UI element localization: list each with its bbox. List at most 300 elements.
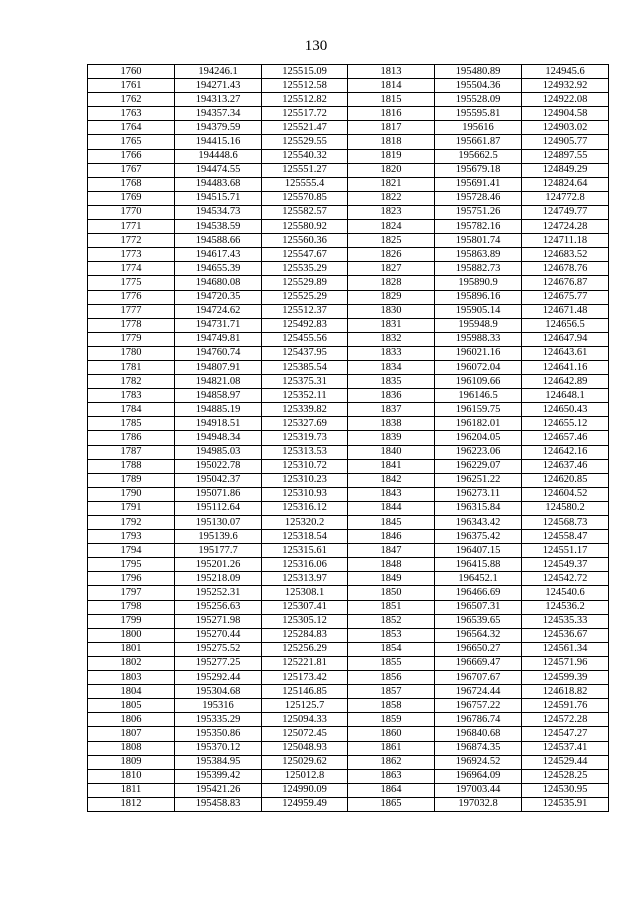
table-cell: 195905.14 (435, 304, 522, 318)
table-cell: 125327.69 (262, 417, 348, 431)
table-cell: 125352.11 (262, 389, 348, 403)
table-cell: 195896.16 (435, 290, 522, 304)
table-cell: 195728.46 (435, 191, 522, 205)
table-cell: 1801 (88, 642, 175, 656)
table-cell: 124904.58 (522, 107, 609, 121)
table-row (88, 445, 609, 459)
table-cell: 125339.82 (262, 403, 348, 417)
table-cell: 125012.8 (262, 769, 348, 783)
table-row (88, 389, 609, 403)
table-cell: 1843 (348, 487, 435, 501)
table-cell: 1786 (88, 431, 175, 445)
table-cell: 1841 (348, 459, 435, 473)
table-cell: 195948.9 (435, 318, 522, 332)
table-cell: 125173.42 (262, 671, 348, 685)
table-cell: 1863 (348, 769, 435, 783)
table-row (88, 473, 609, 487)
table-cell: 1812 (88, 797, 175, 811)
table-cell: 194807.91 (175, 360, 262, 374)
table-cell: 1839 (348, 431, 435, 445)
table-cell: 1772 (88, 234, 175, 248)
table-cell: 1791 (88, 501, 175, 515)
table-cell: 1800 (88, 628, 175, 642)
table-cell: 196375.42 (435, 530, 522, 544)
table-cell: 124618.82 (522, 685, 609, 699)
table-cell: 124650.43 (522, 403, 609, 417)
table-cell: 194448.6 (175, 149, 262, 163)
table-cell: 194415.16 (175, 135, 262, 149)
table-cell: 1850 (348, 586, 435, 600)
table-cell: 125256.29 (262, 642, 348, 656)
table-cell: 124549.37 (522, 558, 609, 572)
table-row (88, 656, 609, 670)
table-cell: 125540.32 (262, 149, 348, 163)
table-cell: 1857 (348, 685, 435, 699)
table-cell: 194821.08 (175, 375, 262, 389)
table-cell: 124537.41 (522, 741, 609, 755)
table-cell: 1784 (88, 403, 175, 417)
table-cell: 1855 (348, 656, 435, 670)
table-cell: 1778 (88, 318, 175, 332)
table-cell: 1787 (88, 445, 175, 459)
table-cell: 197032.8 (435, 797, 522, 811)
table-cell: 125305.12 (262, 614, 348, 628)
table-cell: 124604.52 (522, 487, 609, 501)
table-cell: 1763 (88, 107, 175, 121)
table-cell: 195370.12 (175, 741, 262, 755)
table-row (88, 628, 609, 642)
table-cell: 195988.33 (435, 332, 522, 346)
table-row (88, 797, 609, 811)
table-cell: 196669.47 (435, 656, 522, 670)
table-cell: 125512.58 (262, 79, 348, 93)
table-cell: 196109.66 (435, 375, 522, 389)
table-cell: 124772.8 (522, 191, 609, 205)
table-cell: 1852 (348, 614, 435, 628)
table-cell: 194760.74 (175, 346, 262, 360)
table-cell: 194858.97 (175, 389, 262, 403)
table-cell: 125313.53 (262, 445, 348, 459)
table-cell: 1785 (88, 417, 175, 431)
table-cell: 125517.72 (262, 107, 348, 121)
table-cell: 125094.33 (262, 713, 348, 727)
table-cell: 196452.1 (435, 572, 522, 586)
table-cell: 1807 (88, 727, 175, 741)
table-cell: 196204.05 (435, 431, 522, 445)
table-cell: 194538.59 (175, 220, 262, 234)
table-cell: 1809 (88, 755, 175, 769)
table-row (88, 276, 609, 290)
table-cell: 125570.85 (262, 191, 348, 205)
table-row (88, 685, 609, 699)
table-cell: 1766 (88, 149, 175, 163)
table-cell: 195458.83 (175, 797, 262, 811)
table-cell: 1858 (348, 699, 435, 713)
table-cell: 1859 (348, 713, 435, 727)
table-cell: 194515.71 (175, 191, 262, 205)
table-cell: 195661.87 (435, 135, 522, 149)
table-row (88, 65, 609, 79)
table-cell: 1770 (88, 205, 175, 219)
table-row (88, 360, 609, 374)
table-cell: 1846 (348, 530, 435, 544)
table-cell: 196223.06 (435, 445, 522, 459)
table-cell: 125547.67 (262, 248, 348, 262)
table-cell: 195271.98 (175, 614, 262, 628)
table-cell: 124676.87 (522, 276, 609, 290)
table-cell: 195201.26 (175, 558, 262, 572)
table-cell: 1838 (348, 417, 435, 431)
table-cell: 196924.52 (435, 755, 522, 769)
table-cell: 124641.16 (522, 360, 609, 374)
table-cell: 124530.95 (522, 783, 609, 797)
table-cell: 125515.09 (262, 65, 348, 79)
table-cell: 125316.12 (262, 501, 348, 515)
table-cell: 125492.83 (262, 318, 348, 332)
table-cell: 195022.78 (175, 459, 262, 473)
table-row (88, 375, 609, 389)
table-cell: 1825 (348, 234, 435, 248)
table-cell: 195277.25 (175, 656, 262, 670)
table-cell: 196343.42 (435, 516, 522, 530)
table-cell: 1827 (348, 262, 435, 276)
table-cell: 125048.93 (262, 741, 348, 755)
table-cell: 194918.51 (175, 417, 262, 431)
table-cell: 196840.68 (435, 727, 522, 741)
table-cell: 195801.74 (435, 234, 522, 248)
table-cell: 124637.46 (522, 459, 609, 473)
table-cell: 1837 (348, 403, 435, 417)
table-cell: 1834 (348, 360, 435, 374)
table-cell: 124990.09 (262, 783, 348, 797)
table-cell: 1817 (348, 121, 435, 135)
table-cell: 1854 (348, 642, 435, 656)
table-row (88, 318, 609, 332)
table-cell: 1815 (348, 93, 435, 107)
table-cell: 1774 (88, 262, 175, 276)
table-cell: 124749.77 (522, 205, 609, 219)
table-cell: 125125.7 (262, 699, 348, 713)
table-cell: 1762 (88, 93, 175, 107)
table-cell: 124561.34 (522, 642, 609, 656)
table-cell: 124655.12 (522, 417, 609, 431)
table-cell: 195304.68 (175, 685, 262, 699)
table-cell: 194948.34 (175, 431, 262, 445)
table-cell: 124959.49 (262, 797, 348, 811)
table-cell: 196146.5 (435, 389, 522, 403)
table-cell: 124647.94 (522, 332, 609, 346)
table-row (88, 614, 609, 628)
table-cell: 125307.41 (262, 600, 348, 614)
table-cell: 1776 (88, 290, 175, 304)
table-cell: 125319.73 (262, 431, 348, 445)
table-cell: 125315.61 (262, 544, 348, 558)
table-cell: 1833 (348, 346, 435, 360)
table-cell: 195316 (175, 699, 262, 713)
table-cell: 1851 (348, 600, 435, 614)
table-cell: 1761 (88, 79, 175, 93)
table-cell: 195882.73 (435, 262, 522, 276)
table-cell: 196407.15 (435, 544, 522, 558)
table-cell: 125318.54 (262, 530, 348, 544)
table-cell: 1835 (348, 375, 435, 389)
table-cell: 124536.2 (522, 600, 609, 614)
table-cell: 194655.39 (175, 262, 262, 276)
table-cell: 1788 (88, 459, 175, 473)
table-cell: 124657.46 (522, 431, 609, 445)
table-cell: 195275.52 (175, 642, 262, 656)
table-row (88, 487, 609, 501)
table-cell: 1767 (88, 163, 175, 177)
table-cell: 125375.31 (262, 375, 348, 389)
table-cell: 1779 (88, 332, 175, 346)
table-cell: 124897.55 (522, 149, 609, 163)
table-cell: 196724.44 (435, 685, 522, 699)
table-cell: 1806 (88, 713, 175, 727)
table-cell: 125385.54 (262, 360, 348, 374)
table-cell: 195139.6 (175, 530, 262, 544)
table-cell: 1811 (88, 783, 175, 797)
table-cell: 124945.6 (522, 65, 609, 79)
table-cell: 125029.62 (262, 755, 348, 769)
table-cell: 195751.26 (435, 205, 522, 219)
table-cell: 1804 (88, 685, 175, 699)
table-cell: 1847 (348, 544, 435, 558)
table-cell: 195071.86 (175, 487, 262, 501)
table-cell: 194985.03 (175, 445, 262, 459)
table-cell: 195335.29 (175, 713, 262, 727)
table-cell: 124824.64 (522, 177, 609, 191)
table-row (88, 107, 609, 121)
table-cell: 124675.77 (522, 290, 609, 304)
table-row (88, 135, 609, 149)
table-row (88, 149, 609, 163)
table-cell: 1822 (348, 191, 435, 205)
table-row (88, 220, 609, 234)
table-cell: 124922.08 (522, 93, 609, 107)
table-row (88, 572, 609, 586)
table-cell: 124678.76 (522, 262, 609, 276)
table-cell: 194617.43 (175, 248, 262, 262)
table-cell: 125146.85 (262, 685, 348, 699)
table-cell: 125529.55 (262, 135, 348, 149)
table-cell: 195292.44 (175, 671, 262, 685)
table-cell: 124620.85 (522, 473, 609, 487)
table-cell: 1803 (88, 671, 175, 685)
table-row (88, 417, 609, 431)
table-cell: 194588.66 (175, 234, 262, 248)
table-cell: 195616 (435, 121, 522, 135)
table-cell: 195042.37 (175, 473, 262, 487)
table-cell: 1821 (348, 177, 435, 191)
table-cell: 1842 (348, 473, 435, 487)
coordinates-table-body (88, 65, 609, 812)
table-cell: 1849 (348, 572, 435, 586)
table-cell: 125316.06 (262, 558, 348, 572)
table-cell: 195595.81 (435, 107, 522, 121)
table-cell: 1764 (88, 121, 175, 135)
table-cell: 197003.44 (435, 783, 522, 797)
table-cell: 1856 (348, 671, 435, 685)
table-row (88, 530, 609, 544)
table-cell: 196507.31 (435, 600, 522, 614)
table-cell: 1781 (88, 360, 175, 374)
table-cell: 124656.5 (522, 318, 609, 332)
table-cell: 196757.22 (435, 699, 522, 713)
table-cell: 1802 (88, 656, 175, 670)
table-cell: 125310.93 (262, 487, 348, 501)
table-cell: 124528.25 (522, 769, 609, 783)
table-cell: 124591.76 (522, 699, 609, 713)
table-cell: 196786.74 (435, 713, 522, 727)
table-cell: 195662.5 (435, 149, 522, 163)
table-cell: 1826 (348, 248, 435, 262)
table-cell: 124599.39 (522, 671, 609, 685)
table-cell: 195480.89 (435, 65, 522, 79)
table-cell: 124903.02 (522, 121, 609, 135)
table-row (88, 205, 609, 219)
table-row (88, 332, 609, 346)
table-row (88, 558, 609, 572)
table-cell: 125310.23 (262, 473, 348, 487)
table-row (88, 177, 609, 191)
table-cell: 124711.18 (522, 234, 609, 248)
table-cell: 1796 (88, 572, 175, 586)
table-cell: 124535.91 (522, 797, 609, 811)
table-cell: 1848 (348, 558, 435, 572)
table-row (88, 600, 609, 614)
table-cell: 194731.71 (175, 318, 262, 332)
table-cell: 124671.48 (522, 304, 609, 318)
table-cell: 125310.72 (262, 459, 348, 473)
table-row (88, 699, 609, 713)
table-row (88, 783, 609, 797)
table-cell: 194749.81 (175, 332, 262, 346)
table-cell: 1790 (88, 487, 175, 501)
table-cell: 1765 (88, 135, 175, 149)
table-cell: 124535.33 (522, 614, 609, 628)
table-cell: 1864 (348, 783, 435, 797)
table-cell: 1860 (348, 727, 435, 741)
table-cell: 1793 (88, 530, 175, 544)
table-cell: 194724.62 (175, 304, 262, 318)
table-cell: 1829 (348, 290, 435, 304)
table-cell: 196415.88 (435, 558, 522, 572)
table-cell: 124648.1 (522, 389, 609, 403)
table-row (88, 234, 609, 248)
table-row (88, 586, 609, 600)
table-row (88, 248, 609, 262)
table-cell: 195504.36 (435, 79, 522, 93)
table-cell: 1783 (88, 389, 175, 403)
table-cell: 195218.09 (175, 572, 262, 586)
table-cell: 195421.26 (175, 783, 262, 797)
table-cell: 1819 (348, 149, 435, 163)
table-cell: 1780 (88, 346, 175, 360)
table-cell: 125525.29 (262, 290, 348, 304)
table-cell: 1771 (88, 220, 175, 234)
table-cell: 195130.07 (175, 516, 262, 530)
table-cell: 1814 (348, 79, 435, 93)
table-cell: 1760 (88, 65, 175, 79)
table-cell: 196072.04 (435, 360, 522, 374)
table-row (88, 290, 609, 304)
table-cell: 195691.41 (435, 177, 522, 191)
table-cell: 195252.31 (175, 586, 262, 600)
table-cell: 124558.47 (522, 530, 609, 544)
table-cell: 1824 (348, 220, 435, 234)
table-cell: 124529.44 (522, 755, 609, 769)
table-cell: 194379.59 (175, 121, 262, 135)
table-cell: 1773 (88, 248, 175, 262)
table-cell: 125072.45 (262, 727, 348, 741)
table-cell: 195384.95 (175, 755, 262, 769)
table-row (88, 516, 609, 530)
table-cell: 194483.68 (175, 177, 262, 191)
table-row (88, 93, 609, 107)
table-row (88, 544, 609, 558)
table-cell: 196021.16 (435, 346, 522, 360)
table-cell: 124905.77 (522, 135, 609, 149)
table-cell: 194534.73 (175, 205, 262, 219)
table-cell: 195890.9 (435, 276, 522, 290)
table-cell: 125512.82 (262, 93, 348, 107)
table-row (88, 459, 609, 473)
table-row (88, 163, 609, 177)
table-cell: 125535.29 (262, 262, 348, 276)
table-cell: 1853 (348, 628, 435, 642)
table-cell: 124571.96 (522, 656, 609, 670)
table-cell: 196251.22 (435, 473, 522, 487)
table-row (88, 727, 609, 741)
table-cell: 125560.36 (262, 234, 348, 248)
table-cell: 125320.2 (262, 516, 348, 530)
table-cell: 124547.27 (522, 727, 609, 741)
table-row (88, 741, 609, 755)
table-cell: 1844 (348, 501, 435, 515)
table-row (88, 262, 609, 276)
table-cell: 1810 (88, 769, 175, 783)
table-cell: 124643.61 (522, 346, 609, 360)
table-cell: 194885.19 (175, 403, 262, 417)
table-cell: 1830 (348, 304, 435, 318)
table-row (88, 121, 609, 135)
table-row (88, 713, 609, 727)
coordinates-table (87, 64, 609, 812)
table-cell: 1818 (348, 135, 435, 149)
table-cell: 196564.32 (435, 628, 522, 642)
table-cell: 125455.56 (262, 332, 348, 346)
table-cell: 195863.89 (435, 248, 522, 262)
table-cell: 124683.52 (522, 248, 609, 262)
table-cell: 124540.6 (522, 586, 609, 600)
table-cell: 196964.09 (435, 769, 522, 783)
table-cell: 125521.47 (262, 121, 348, 135)
table-cell: 194313.27 (175, 93, 262, 107)
table-cell: 124542.72 (522, 572, 609, 586)
table-cell: 1862 (348, 755, 435, 769)
table-cell: 194357.34 (175, 107, 262, 121)
table-cell: 1845 (348, 516, 435, 530)
table-cell: 1865 (348, 797, 435, 811)
table-cell: 1792 (88, 516, 175, 530)
page-number: 130 (304, 38, 328, 54)
table-cell: 124642.16 (522, 445, 609, 459)
table-cell: 195350.86 (175, 727, 262, 741)
table-cell: 124724.28 (522, 220, 609, 234)
table-cell: 196874.35 (435, 741, 522, 755)
table-row (88, 304, 609, 318)
